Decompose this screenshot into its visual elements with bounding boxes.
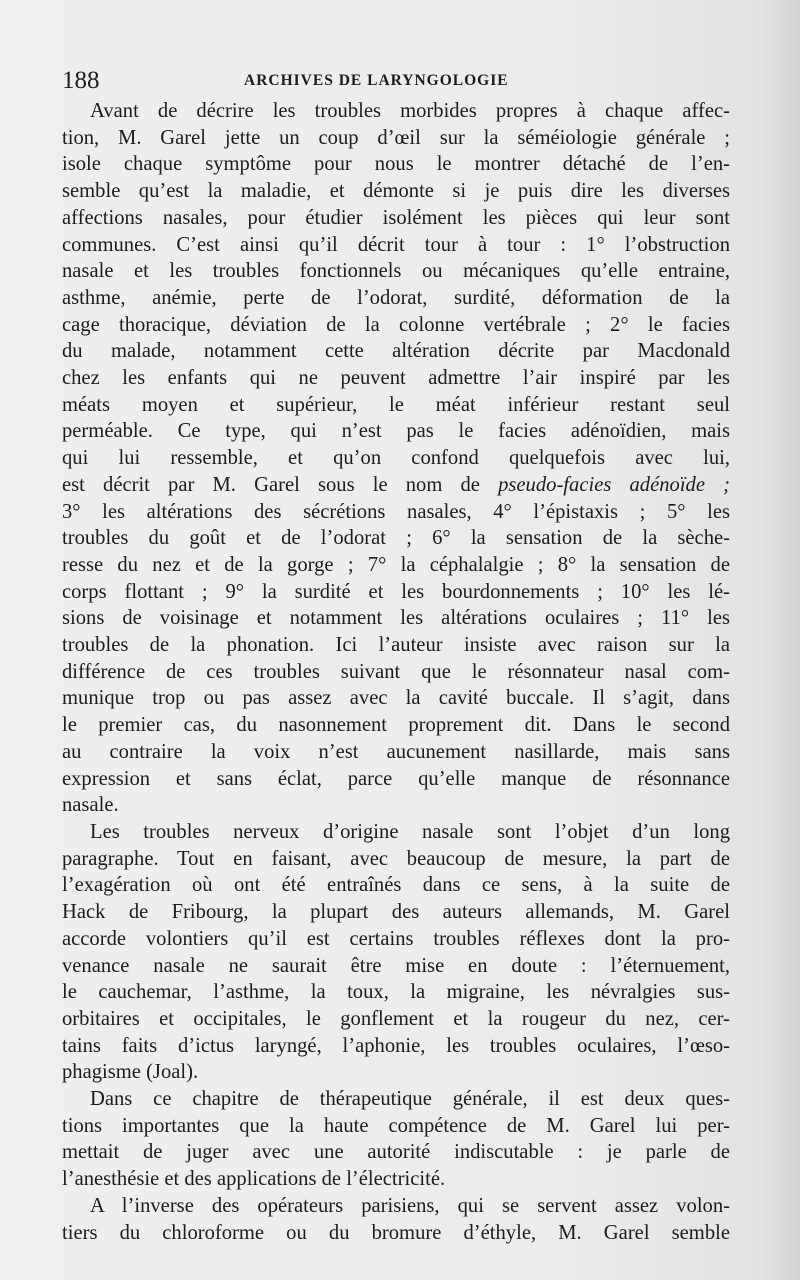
text-line: asthme, anémie, perte de l’odorat, surdité, déformation de la — [62, 286, 730, 309]
text-line: l’anesthésie et des applications de l’électricité. — [62, 1168, 446, 1191]
text-line: perméable. Ce type, qui n’est pas le facies adénoïdien, mais — [62, 420, 730, 443]
text-line: qui lui ressemble, et qu’on confond quelquefois avec lui, — [62, 447, 730, 470]
text-line: tions importantes que la haute compétence de M. Garel lui per- — [62, 1114, 730, 1137]
page-header — [62, 66, 730, 96]
text-line: tains faits d’ictus laryngé, l’aphonie, les troubles oculaires, l’œso- — [62, 1034, 730, 1057]
text-line: phagisme (Joal). — [62, 1061, 199, 1084]
text-line: cage thoracique, déviation de la colonne vertébrale ; 2° le facies — [62, 313, 730, 336]
text-line: venance nasale ne saurait être mise en doute : l’éternuement, — [62, 954, 730, 977]
text-line: isole chaque symptôme pour nous le montrer détaché de l’en- — [62, 153, 730, 176]
text-line: différence de ces troubles suivant que le résonnateur nasal com- — [62, 660, 730, 683]
text-line: le cauchemar, l’asthme, la toux, la migraine, les névralgies sus- — [62, 981, 730, 1004]
italic-term: pseudo-facies adénoïde ; — [498, 473, 730, 496]
text-line: chez les enfants qui ne peuvent admettre l’air inspiré par les — [62, 367, 730, 390]
text-line: paragraphe. Tout en faisant, avec beaucoup de mesure, la part de — [62, 847, 730, 870]
paragraph-3 — [62, 1086, 730, 1193]
text-line: troubles de la phonation. Ici l’auteur insiste avec raison sur la — [62, 634, 730, 657]
text-line: mettait de juger avec une autorité indiscutable : je parle de — [62, 1141, 730, 1164]
text-line: 3° les altérations des sécrétions nasales, 4° l’épistaxis ; 5° les — [62, 500, 730, 523]
text-line: corps flottant ; 9° la surdité et les bourdonnements ; 10° les lé- — [62, 580, 730, 603]
text-line: affections nasales, pour étudier isolément les pièces qui leur sont — [62, 206, 730, 229]
text-line: expression et sans éclat, parce qu’elle manque de résonnance — [62, 767, 730, 790]
text-line: tiers du chloroforme ou du bromure d’éthyle, M. Garel semble — [62, 1221, 730, 1244]
text-line: sions de voisinage et notamment les altérations oculaires ; 11° les — [62, 607, 730, 630]
text-line: du malade, notamment cette altération décrite par Macdonald — [62, 340, 730, 363]
text-line: au contraire la voix n’est aucunement nasillarde, mais sans — [62, 740, 730, 763]
text-line: Avant de décrire les troubles morbides propres à chaque affec- — [90, 100, 730, 122]
text-line: nasale et les troubles fonctionnels ou mécaniques qu’elle entraine, — [62, 260, 730, 283]
text-line: orbitaires et occipitales, le gonflement et la rougeur du nez, cer- — [62, 1007, 730, 1030]
page-number: 188 — [62, 67, 100, 94]
text-line: munique trop ou pas assez avec la cavité buccale. Il s’agit, dans — [62, 687, 730, 710]
text-line: Les troubles nerveux d’origine nasale sont l’objet d’un long — [90, 820, 730, 843]
text-line: accorde volontiers qu’il est certains troubles réflexes dont la pro- — [62, 927, 730, 950]
text-line: tion, M. Garel jette un coup d’œil sur la séméiologie générale ; — [62, 126, 730, 149]
text-line: troubles du goût et de l’odorat ; 6° la sensation de la sèche- — [62, 527, 730, 550]
paragraph-4 — [62, 1193, 730, 1246]
text-line: l’exagération où ont été entraînés dans ce sens, à la suite de — [62, 874, 730, 897]
text-line: Hack de Fribourg, la plupart des auteurs allemands, M. Garel — [62, 901, 730, 924]
text-line: A l’inverse des opérateurs parisiens, qui se servent assez volon- — [90, 1194, 730, 1217]
text-line: le premier cas, du nasonnement proprement dit. Dans le second — [62, 714, 730, 737]
text-line: méats moyen et supérieur, le méat inférieur restant seul — [62, 393, 730, 416]
paragraph-2 — [62, 819, 730, 1086]
body-text — [62, 98, 730, 1246]
text-line: resse du nez et de la gorge ; 7° la céphalalgie ; 8° la sensation de — [62, 553, 730, 576]
paragraph-1 — [62, 98, 730, 819]
text-line: semble qu’est la maladie, et démonte si je puis dire les diverses — [62, 180, 730, 203]
text-line: Dans ce chapitre de thérapeutique générale, il est deux ques- — [90, 1088, 730, 1111]
text-line: communes. C’est ainsi qu’il décrit tour à tour : 1° l’obstruction — [62, 233, 730, 256]
running-title: ARCHIVES DE LARYNGOLOGIE — [244, 72, 509, 89]
text-line: nasale. — [62, 794, 119, 817]
text-line: est décrit par M. Garel sous le nom de pseudo-facies adénoïde ; — [62, 473, 730, 496]
